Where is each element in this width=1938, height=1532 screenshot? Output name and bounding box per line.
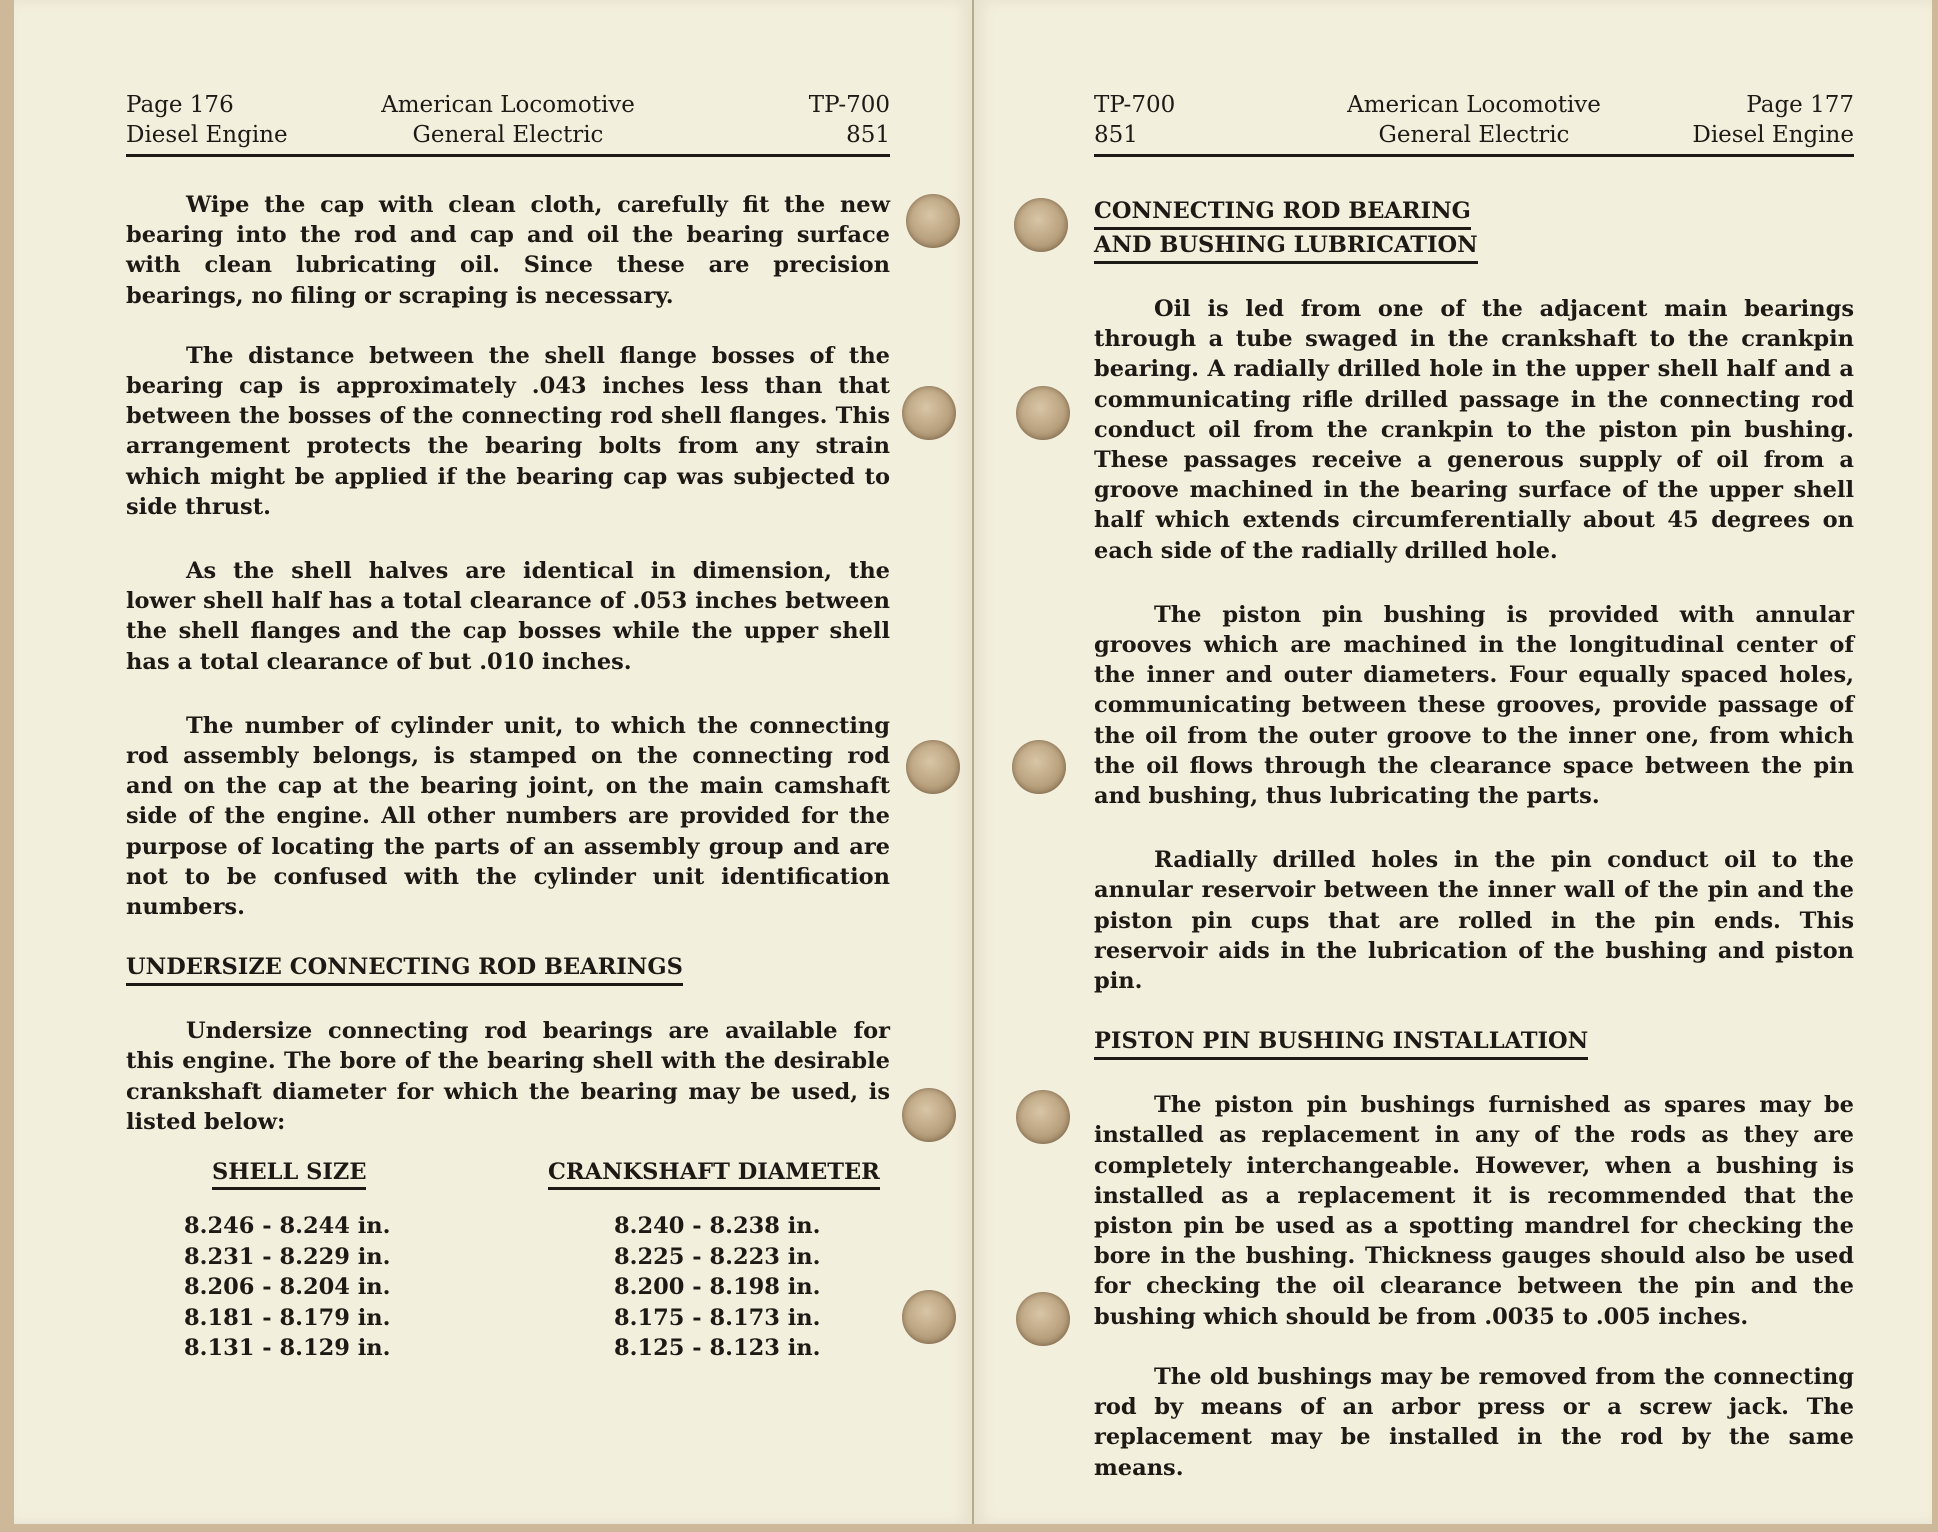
header-number: 851	[846, 122, 890, 148]
section-heading: CONNECTING ROD BEARING	[1094, 196, 1471, 230]
header-company: American Locomotive	[381, 92, 635, 118]
paragraph: Undersize connecting rod bearings are available for this engine. The bore of the bearing shell with the desirable crankshaft diameter for which the bearing may be used, is listed below:	[126, 1018, 890, 1135]
left-page-header	[126, 90, 890, 157]
right-page-header	[1094, 90, 1854, 157]
paragraph: The piston pin bushing is provided with annular grooves which are machined in the longitudinal center of the inner and outer diameters. Four equally spaced holes, communicating between these grooves, provide passage of the oil from the outer groove to the inner one, from which the oil flows through the clearance space between the pin and bushing, thus lubricating the parts.	[1094, 601, 1854, 810]
header-code: TP-700	[808, 92, 890, 118]
header-company: American Locomotive	[1347, 92, 1601, 118]
paragraph: As the shell halves are identical in dimension, the lower shell half has a total clearance of .053 inches between the shell flanges and the cap bosses while the upper shell has a total clearance of but .010 inches.	[126, 558, 890, 675]
table-row: 8.206 - 8.204 in. 8.200 - 8.198 in.	[184, 1274, 821, 1301]
page-number: Page 177	[1746, 92, 1854, 118]
binder-hole	[902, 1088, 956, 1142]
binder-hole	[1014, 198, 1068, 252]
paragraph: The piston pin bushings furnished as spares may be installed as replacement in any of the rods as they are completely interchangeable. However, when a bushing is installed as a replacement it is recommended that the piston pin be used as a spotting mandrel for checking the bore in the bushing. Thickness gauges should also be used for checking the oil clearance between the pin and the bushing which should be from .0035 to .005 inches.	[1094, 1092, 1854, 1330]
binder-hole	[1016, 1292, 1070, 1346]
binder-hole	[906, 740, 960, 794]
table-row: 8.181 - 8.179 in. 8.175 - 8.173 in.	[184, 1304, 821, 1331]
header-section: Diesel Engine	[126, 122, 288, 148]
header-section: Diesel Engine	[1692, 122, 1854, 148]
left-body	[126, 190, 890, 1364]
header-company2: General Electric	[412, 122, 604, 148]
paragraph: The distance between the shell flange bosses of the bearing cap is approximately .043 inches less than that between the bosses of the connecting rod shell flanges. This arrangement protects the bearing bolts from any strain which might be applied if the bearing cap was subjected to side thrust.	[126, 342, 890, 520]
header-number: 851	[1094, 122, 1138, 148]
header-code: TP-700	[1094, 92, 1176, 118]
binder-hole	[902, 1290, 956, 1344]
binder-hole	[1016, 386, 1070, 440]
page-number: Page 176	[126, 92, 234, 118]
section-heading: PISTON PIN BUSHING INSTALLATION	[1094, 1026, 1588, 1060]
paragraph: Radially drilled holes in the pin conduct oil to the annular reservoir between the inner wall of the pin and the piston pin cups that are rolled in the pin ends. This reservoir aids in the lubrication of the bushing and piston pin.	[1094, 847, 1854, 995]
section-heading: UNDERSIZE CONNECTING ROD BEARINGS	[126, 952, 683, 986]
paragraph: The old bushings may be removed from the connecting rod by means of an arbor press or a screw jack. The replacement may be installed in the rod by the same means.	[1094, 1363, 1854, 1481]
paragraph: Wipe the cap with clean cloth, carefully fit the new bearing into the rod and cap and oil the bearing surface with clean lubricating oil. Since these are precision bearings, no filing or scraping is necessary.	[126, 192, 890, 309]
binder-hole	[902, 386, 956, 440]
left-page	[14, 0, 974, 1524]
section-heading: AND BUSHING LUBRICATION	[1094, 230, 1478, 264]
header-company2: General Electric	[1378, 122, 1570, 148]
binder-hole	[1016, 1090, 1070, 1144]
table-header: SHELL SIZE	[184, 1157, 528, 1211]
paragraph: Oil is led from one of the adjacent main bearings through a tube swaged in the crankshaft to the crankpin bearing. A radially drilled hole in the upper shell half and a communicating rifle drilled passage in the connecting rod conduct oil from the crankpin to the piston pin bushing. These passages receive a generous supply of oil from a groove machined in the bearing surface of the upper shell half which extends circumferentially about 45 degrees on each side of the radially drilled hole.	[1094, 296, 1854, 564]
table-row: 8.231 - 8.229 in. 8.225 - 8.223 in.	[184, 1243, 821, 1270]
table-row: 8.246 - 8.244 in. 8.240 - 8.238 in.	[184, 1213, 821, 1240]
right-body	[1094, 196, 1854, 1483]
book-spread	[14, 0, 1932, 1524]
bearing-size-table	[184, 1157, 880, 1364]
paragraph: The number of cylinder unit, to which the connecting rod assembly belongs, is stamped on the connecting rod and on the cap at the bearing joint, on the main camshaft side of the engine. All other numbers are provided for the purpose of locating the parts of an assembly group and are not to be confused with the cylinder unit identification numbers.	[126, 712, 890, 921]
table-header: CRANKSHAFT DIAMETER	[528, 1157, 880, 1211]
binder-hole	[906, 194, 960, 248]
right-page	[974, 0, 1932, 1524]
binder-hole	[1012, 740, 1066, 794]
table-row: 8.131 - 8.129 in. 8.125 - 8.123 in.	[184, 1335, 821, 1362]
